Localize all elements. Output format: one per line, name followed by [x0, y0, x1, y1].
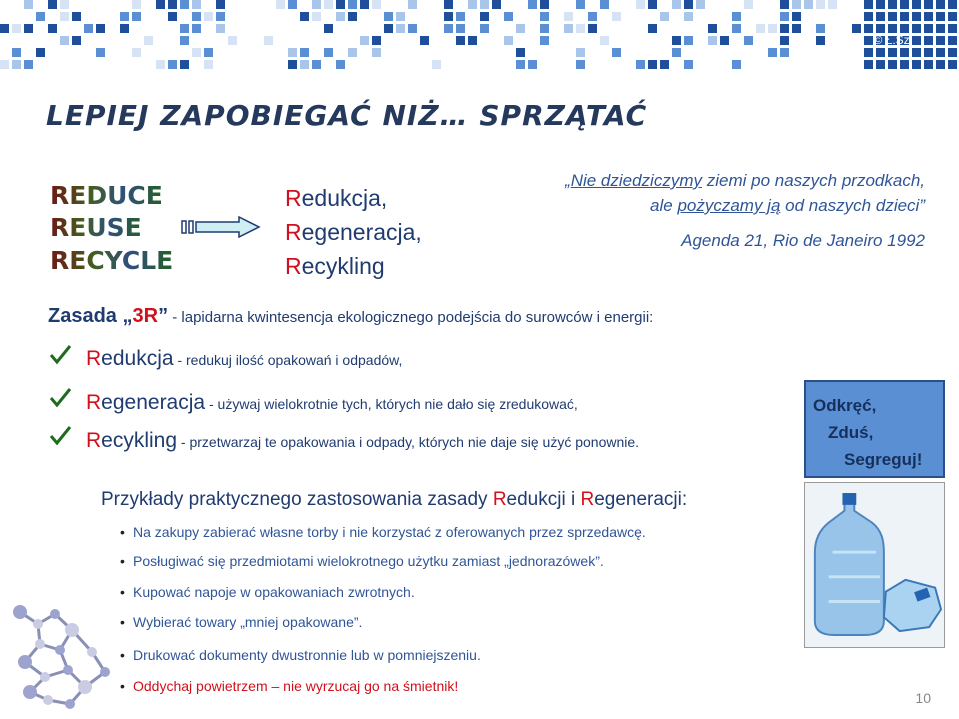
pixel-square	[828, 0, 837, 9]
pixel-square	[312, 0, 321, 9]
pixel-square	[216, 12, 225, 21]
pixel-square	[948, 36, 957, 45]
pixel-square	[588, 12, 597, 21]
pixel-square	[900, 60, 909, 69]
pixel-square	[936, 12, 945, 21]
pixel-square	[792, 0, 801, 9]
pixel-square	[132, 0, 141, 9]
pixel-square	[720, 36, 729, 45]
pixel-square	[456, 24, 465, 33]
pixel-square	[864, 24, 873, 33]
pixel-square	[744, 0, 753, 9]
page-number: 10	[915, 690, 931, 706]
pixel-square	[588, 24, 597, 33]
pixel-square	[468, 0, 477, 9]
pixel-square	[72, 36, 81, 45]
quote-source: Agenda 21, Rio de Janeiro 1992	[681, 231, 925, 250]
pixel-square	[264, 36, 273, 45]
pixel-square	[672, 48, 681, 57]
pixel-square	[60, 12, 69, 21]
pixel-square	[300, 48, 309, 57]
pixel-pattern-band	[0, 0, 959, 80]
atom-ball	[78, 680, 92, 694]
pixel-square	[12, 60, 21, 69]
atom-ball	[63, 665, 73, 675]
example-item: • Na zakupy zabierać własne torby i nie korzystać z oferowanych przez sprzedawcę.	[133, 524, 646, 540]
pixel-square	[180, 36, 189, 45]
pixel-square	[924, 60, 933, 69]
plastic-bottles-photo	[804, 482, 945, 648]
pixel-square	[0, 60, 9, 69]
r-list-item: Regeneracja,	[285, 219, 422, 245]
pixel-square	[924, 36, 933, 45]
atom-ball	[43, 695, 53, 705]
quote-block	[565, 168, 925, 218]
pixel-square	[300, 12, 309, 21]
pixel-square	[900, 12, 909, 21]
pixel-square	[156, 0, 165, 9]
pixel-square	[192, 0, 201, 9]
pixel-square	[612, 48, 621, 57]
pixel-square	[60, 0, 69, 9]
pixel-square	[636, 60, 645, 69]
pixel-square	[324, 0, 333, 9]
pixel-square	[708, 24, 717, 33]
pixel-square	[540, 24, 549, 33]
pixel-square	[168, 12, 177, 21]
pixel-square	[384, 12, 393, 21]
example-item: • Drukować dokumenty dwustronnie lub w pomniejszeniu.	[133, 647, 481, 663]
pixel-square	[12, 48, 21, 57]
callout-box	[804, 380, 945, 478]
pixel-square	[924, 0, 933, 9]
pixel-square	[696, 0, 705, 9]
pixel-square	[732, 12, 741, 21]
pixel-square	[864, 12, 873, 21]
checkmark-icon	[48, 343, 72, 367]
pixel-square	[0, 24, 9, 33]
atom-ball	[55, 645, 65, 655]
pixel-square	[672, 0, 681, 9]
example-item: • Posługiwać się przedmiotami wielokrotnego użytku zamiast „jednorazówek”.	[133, 553, 604, 569]
atom-ball	[35, 639, 45, 649]
quote-line-1: „Nie dziedziczymy ziemi po naszych przodkach,	[565, 171, 925, 190]
pixel-square	[876, 12, 885, 21]
pixel-square	[864, 36, 873, 45]
pixel-square	[60, 36, 69, 45]
pixel-square	[768, 48, 777, 57]
pixel-square	[444, 12, 453, 21]
pixel-square	[924, 24, 933, 33]
callout-line: Segreguj!	[844, 450, 923, 469]
pixel-square	[516, 60, 525, 69]
pixel-square	[408, 0, 417, 9]
pixel-square	[336, 0, 345, 9]
pixel-square	[312, 60, 321, 69]
pixel-square	[876, 48, 885, 57]
pixel-square	[948, 0, 957, 9]
pixel-square	[528, 0, 537, 9]
pixel-square	[516, 48, 525, 57]
pixel-square	[120, 12, 129, 21]
pixel-square	[948, 60, 957, 69]
pixel-square	[948, 48, 957, 57]
pixel-square	[936, 0, 945, 9]
pixel-square	[228, 36, 237, 45]
pixel-square	[576, 48, 585, 57]
pixel-square	[780, 12, 789, 21]
pixel-square	[84, 24, 93, 33]
pixel-square	[132, 48, 141, 57]
pixel-square	[576, 24, 585, 33]
quote-line-2: ale pożyczamy ją od naszych dzieci”	[650, 196, 925, 215]
pixel-square	[156, 60, 165, 69]
pixel-square	[936, 48, 945, 57]
pixel-square	[948, 12, 957, 21]
pixel-square	[888, 24, 897, 33]
pixel-square	[600, 36, 609, 45]
logo-recycle-text: RECYCLE	[50, 246, 174, 275]
pixel-square	[12, 24, 21, 33]
pixel-square	[132, 12, 141, 21]
checkmark-icon	[48, 424, 72, 448]
pixel-square	[600, 0, 609, 9]
pixel-square	[480, 0, 489, 9]
pixel-square	[180, 60, 189, 69]
pixel-square	[336, 60, 345, 69]
callout-line: Odkręć,	[813, 396, 877, 415]
pixel-square	[780, 24, 789, 33]
r-list	[285, 181, 422, 283]
pixel-square	[900, 24, 909, 33]
pixel-square	[648, 0, 657, 9]
pixel-square	[816, 36, 825, 45]
pixel-square	[36, 48, 45, 57]
pixel-square	[684, 36, 693, 45]
pixel-square	[36, 12, 45, 21]
pixel-square	[180, 0, 189, 9]
logo-reduce-text: REDUCE	[50, 181, 163, 210]
pixel-square	[432, 60, 441, 69]
examples-heading: Przykłady praktycznego zastosowania zasady Redukcji i Regeneracji:	[101, 489, 688, 510]
pixel-square	[216, 0, 225, 9]
pixel-square	[924, 12, 933, 21]
molecule-decoration	[0, 592, 120, 719]
pixel-square	[612, 12, 621, 21]
pixel-square	[732, 60, 741, 69]
pixel-square	[564, 24, 573, 33]
atom-ball	[100, 667, 110, 677]
pixel-square	[804, 0, 813, 9]
pixel-square	[936, 36, 945, 45]
atom-ball	[65, 699, 75, 709]
pixel-square	[168, 0, 177, 9]
atom-ball	[65, 623, 79, 637]
pixel-square	[660, 60, 669, 69]
atom-ball	[18, 655, 32, 669]
pixel-square	[216, 24, 225, 33]
pixel-square	[192, 24, 201, 33]
pixel-square	[444, 24, 453, 33]
pixel-square	[480, 24, 489, 33]
pixel-square	[864, 0, 873, 9]
pixel-square	[936, 24, 945, 33]
r-list-item: Recykling	[285, 253, 385, 279]
pixel-square	[288, 60, 297, 69]
pixel-square	[48, 24, 57, 33]
pixel-square	[780, 48, 789, 57]
pixel-square	[900, 0, 909, 9]
pixel-square	[204, 60, 213, 69]
pixel-square	[324, 24, 333, 33]
pixel-square	[684, 12, 693, 21]
pixel-square	[456, 36, 465, 45]
pixel-square	[420, 36, 429, 45]
pixel-square	[948, 24, 957, 33]
pixel-square	[192, 12, 201, 21]
pixel-square	[192, 48, 201, 57]
pixel-square	[768, 24, 777, 33]
pixel-square	[324, 48, 333, 57]
pixel-square	[864, 48, 873, 57]
pixel-square	[900, 48, 909, 57]
pixel-square	[384, 24, 393, 33]
pixel-square	[336, 12, 345, 21]
pixel-square	[348, 48, 357, 57]
pixel-square	[888, 0, 897, 9]
pixel-square	[564, 12, 573, 21]
atom-ball	[87, 647, 97, 657]
pixel-square	[876, 24, 885, 33]
pixel-square	[816, 0, 825, 9]
pixel-square	[864, 60, 873, 69]
pixel-square	[924, 48, 933, 57]
pixel-square	[684, 60, 693, 69]
pixel-square	[204, 12, 213, 21]
pixel-square	[372, 36, 381, 45]
pixel-square	[912, 24, 921, 33]
pixel-square	[144, 36, 153, 45]
pixel-square	[816, 24, 825, 33]
atom-ball	[40, 672, 50, 682]
pixel-square	[204, 48, 213, 57]
pixel-square	[540, 0, 549, 9]
rule-3r-line: Zasada „3R” - lapidarna kwintesencja ekologicznego podejścia do surowców i energii:	[48, 305, 654, 327]
pixel-square	[24, 0, 33, 9]
right-arrow-icon	[181, 216, 261, 238]
pixel-square	[480, 12, 489, 21]
pixel-square	[792, 24, 801, 33]
example-item: • Kupować napoje w opakowaniach zwrotnych.	[133, 584, 415, 600]
pixel-square	[360, 36, 369, 45]
pixel-square	[528, 60, 537, 69]
pixel-square	[372, 48, 381, 57]
copyright-note: © Ł.Sz.	[873, 33, 913, 47]
atom-ball	[23, 685, 37, 699]
pixel-square	[444, 0, 453, 9]
pixel-square	[792, 12, 801, 21]
principle-reduce: Redukcja - redukuj ilość opakowań i odpadów,	[86, 347, 403, 370]
pixel-square	[300, 60, 309, 69]
pixel-square	[780, 36, 789, 45]
pixel-square	[24, 24, 33, 33]
pixel-square	[912, 60, 921, 69]
pixel-square	[468, 36, 477, 45]
pixel-square	[72, 12, 81, 21]
pixel-square	[732, 24, 741, 33]
pixel-square	[504, 36, 513, 45]
pixel-square	[672, 36, 681, 45]
logo-reuse-text: REUSE	[50, 213, 142, 242]
pixel-square	[660, 12, 669, 21]
pixel-square	[96, 48, 105, 57]
pixel-square	[312, 12, 321, 21]
pixel-square	[48, 0, 57, 9]
pixel-square	[936, 60, 945, 69]
pixel-square	[276, 0, 285, 9]
callout-line: Zduś,	[828, 423, 874, 442]
pixel-square	[288, 48, 297, 57]
pixel-square	[456, 12, 465, 21]
pixel-square	[516, 24, 525, 33]
atom-ball	[50, 609, 60, 619]
pixel-square	[180, 24, 189, 33]
pixel-square	[408, 24, 417, 33]
pixel-square	[540, 12, 549, 21]
r-list-item: Redukcja,	[285, 185, 388, 211]
pixel-square	[96, 24, 105, 33]
pixel-square	[744, 36, 753, 45]
example-item: • Wybierać towary „mniej opakowane”.	[133, 614, 362, 630]
atom-ball	[13, 605, 27, 619]
pixel-square	[396, 24, 405, 33]
pixel-square	[24, 60, 33, 69]
pixel-square	[756, 24, 765, 33]
pixel-square	[396, 12, 405, 21]
pixel-square	[912, 12, 921, 21]
pixel-square	[708, 36, 717, 45]
pixel-square	[540, 36, 549, 45]
pixel-square	[168, 60, 177, 69]
pixel-square	[372, 0, 381, 9]
pixel-square	[504, 12, 513, 21]
checkmark-icon	[48, 386, 72, 410]
pixel-square	[360, 0, 369, 9]
pixel-square	[876, 0, 885, 9]
pixel-square	[120, 24, 129, 33]
pixel-square	[888, 60, 897, 69]
pixel-square	[288, 0, 297, 9]
pixel-square	[876, 60, 885, 69]
pixel-square	[576, 60, 585, 69]
pixel-square	[348, 0, 357, 9]
pixel-square	[780, 0, 789, 9]
pixel-square	[648, 60, 657, 69]
pixel-square	[912, 36, 921, 45]
atom-ball	[33, 619, 43, 629]
pixel-square	[648, 24, 657, 33]
slide-title: LEPIEJ ZAPOBIEGAĆ NIŻ… SPRZĄTAĆ	[46, 99, 648, 132]
pixel-square	[348, 12, 357, 21]
pixel-square	[852, 24, 861, 33]
pixel-square	[888, 48, 897, 57]
principle-recycle: Recykling - przetwarzaj te opakowania i odpady, których nie daje się użyć ponownie.	[86, 429, 640, 452]
pixel-square	[684, 0, 693, 9]
pixel-square	[492, 0, 501, 9]
pixel-square	[888, 12, 897, 21]
pixel-square	[576, 0, 585, 9]
pixel-square	[912, 48, 921, 57]
pixel-square	[912, 0, 921, 9]
principle-reuse: Regeneracja - używaj wielokrotnie tych, których nie dało się zredukować,	[86, 391, 578, 414]
example-item: • Oddychaj powietrzem – nie wyrzucaj go na śmietnik!	[133, 678, 458, 694]
pixel-square	[636, 0, 645, 9]
